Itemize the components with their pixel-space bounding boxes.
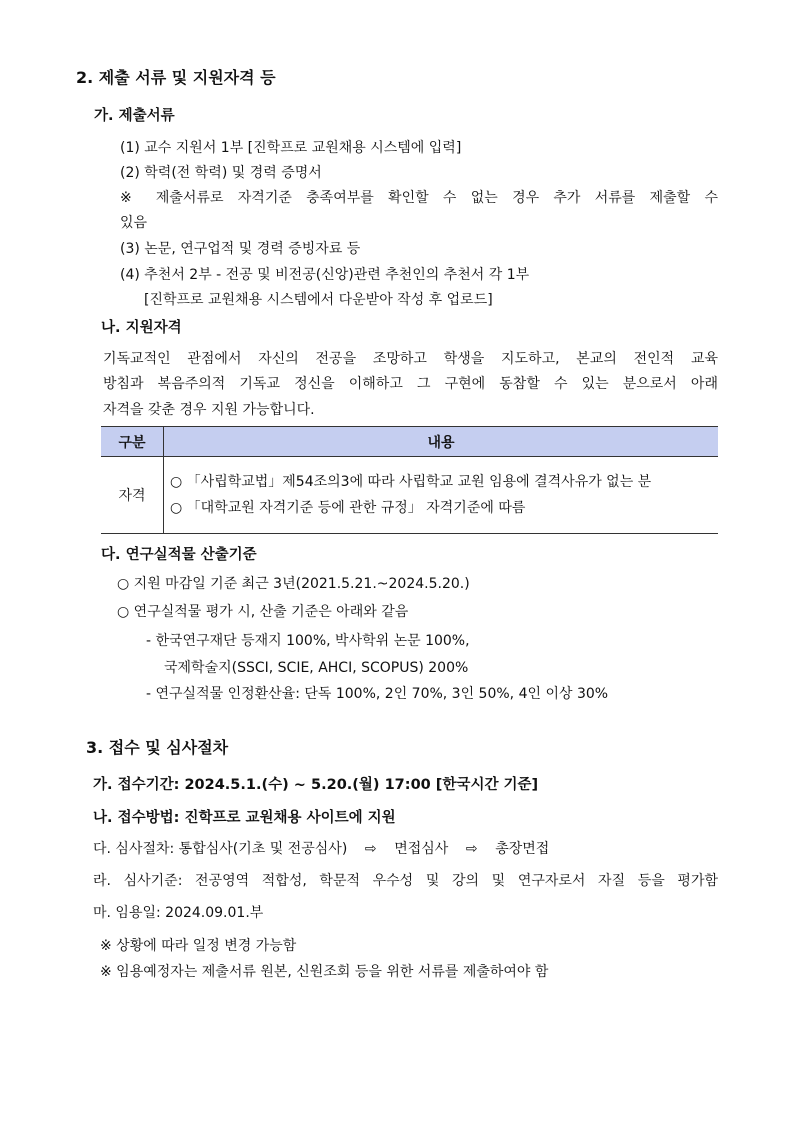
table-row-content bbox=[164, 457, 719, 534]
application-period: 가. 접수기간: 2024.5.1.(수) ~ 5.20.(월) 17:00 [한국시간 기준] bbox=[93, 777, 539, 793]
research-subitem-1-cont: 국제학술지(SSCI, SCIE, AHCI, SCOPUS) 200% bbox=[164, 660, 469, 676]
appointment-date: 마. 임용일: 2024.09.01.부 bbox=[93, 905, 264, 921]
qualification-line-2: ○ 「대학교원 자격기준 등에 관한 규정」 자격기준에 따름 bbox=[170, 500, 526, 516]
procedure-step-2: 면접심사 bbox=[394, 841, 449, 857]
qualification-heading: 나. 지원자격 bbox=[101, 320, 182, 336]
qualification-paragraph-line-2: 방침과 복음주의적 기독교 정신을 이해하고 그 구현에 동참할 수 있는 분으로서 아래 bbox=[103, 376, 718, 392]
note-2: ※ 임용예정자는 제출서류 원본, 신원조회 등을 위한 서류를 제출하여야 함 bbox=[100, 964, 549, 980]
qualification-table bbox=[101, 426, 718, 534]
table-row bbox=[101, 457, 718, 534]
procedure-step-1: 다. 심사절차: 통합심사(기초 및 전공심사) bbox=[93, 841, 348, 857]
research-subitem-2: - 연구실적물 인정환산율: 단독 100%, 2인 70%, 3인 50%, 4인 이상 30% bbox=[146, 686, 609, 702]
right-arrow-icon: ⇨ bbox=[364, 841, 377, 857]
research-item-1: ○ 지원 마감일 기준 최근 3년(2021.5.21.~2024.5.20.) bbox=[117, 576, 470, 592]
research-item-2: ○ 연구실적물 평가 시, 산출 기준은 아래와 같음 bbox=[117, 604, 409, 620]
doc-item-4-note: [진학프로 교원채용 시스템에서 다운받아 작성 후 업로드] bbox=[144, 292, 493, 308]
submission-docs-heading: 가. 제출서류 bbox=[94, 108, 175, 124]
qualification-paragraph-line-1: 기독교적인 관점에서 자신의 전공을 조망하고 학생을 지도하고, 본교의 전인적 교육 bbox=[103, 351, 718, 367]
table-row-label: 자격 bbox=[101, 457, 164, 534]
note-1: ※ 상황에 따라 일정 변경 가능함 bbox=[100, 938, 297, 954]
application-method: 나. 접수방법: 진학프로 교원채용 사이트에 지원 bbox=[93, 810, 396, 826]
qualification-paragraph-line-3: 자격을 갖춘 경우 지원 가능합니다. bbox=[103, 402, 315, 418]
table-header-row bbox=[101, 427, 718, 457]
doc-item-1: (1) 교수 지원서 1부 [진학프로 교원채용 시스템에 입력] bbox=[120, 140, 462, 156]
review-procedure bbox=[93, 838, 549, 858]
doc-item-2: (2) 학력(전 학력) 및 경력 증명서 bbox=[120, 165, 322, 181]
research-subitem-1: - 한국연구재단 등재지 100%, 박사학위 논문 100%, bbox=[146, 633, 470, 649]
doc-note-line-1: ※ 제출서류로 자격기준 충족여부를 확인할 수 없는 경우 추가 서류를 제출할 수 bbox=[120, 190, 718, 206]
qualification-line-1: ○ 「사립학교법」제54조의3에 따라 사립학교 교원 임용에 결격사유가 없는 분 bbox=[170, 474, 652, 490]
table-header-content: 내용 bbox=[164, 427, 719, 457]
section-2-heading: 2. 제출 서류 및 지원자격 등 bbox=[76, 68, 276, 87]
doc-item-3: (3) 논문, 연구업적 및 경력 증빙자료 등 bbox=[120, 241, 361, 257]
procedure-step-3: 총장면접 bbox=[495, 841, 550, 857]
section-3-heading: 3. 접수 및 심사절차 bbox=[86, 738, 229, 757]
doc-item-4: (4) 추천서 2부 - 전공 및 비전공(신앙)관련 추천인의 추천서 각 1부 bbox=[120, 267, 530, 283]
table-header-category: 구분 bbox=[101, 427, 164, 457]
review-criteria: 라. 심사기준: 전공영역 적합성, 학문적 우수성 및 강의 및 연구자로서 자질 등을 평가함 bbox=[93, 873, 718, 889]
research-criteria-heading: 다. 연구실적물 산출기준 bbox=[101, 547, 257, 563]
right-arrow-icon: ⇨ bbox=[465, 841, 478, 857]
doc-note-line-2: 있음 bbox=[120, 215, 148, 231]
